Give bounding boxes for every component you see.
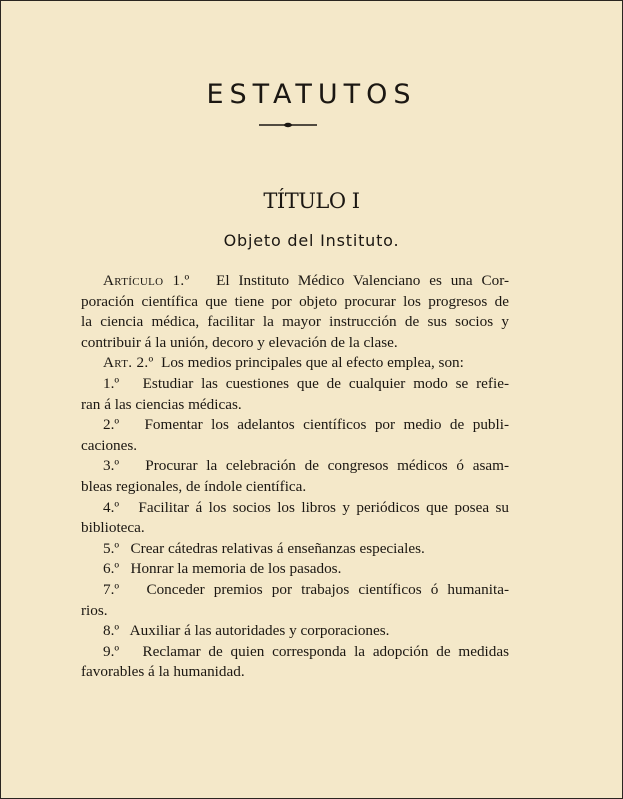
list-item-number: 7.º <box>103 580 120 598</box>
article-2 <box>81 353 509 374</box>
list-item-line <box>81 415 509 436</box>
list-item-number: 2.º <box>103 416 120 434</box>
list-item-text: Estudiar las cuestiones que de cualquier modo se refie- <box>142 374 509 392</box>
list-item <box>81 498 509 539</box>
list-item-text: Crear cátedras relativas á enseñanzas especiales. <box>130 539 425 557</box>
list-item-line <box>81 642 509 663</box>
section-subtitle: Objeto del Instituto. <box>223 231 400 250</box>
list-item-line: biblioteca. <box>81 519 145 537</box>
list-item-text: Auxiliar á las autoridades y corporaciones. <box>129 622 390 640</box>
list-item-text: Fomentar los adelantos científicos por medio de publi- <box>144 416 509 434</box>
list-item <box>81 539 509 560</box>
list-item-number: 9.º <box>103 642 120 660</box>
list-item-number: 6.º <box>103 560 120 578</box>
article-1-line: Artículo 1.º El Instituto Médico Valenciano es una Cor- <box>103 272 510 289</box>
list-item-text: Reclamar de quien corresponda la adopción de medidas <box>142 642 510 660</box>
article-1 <box>81 271 509 353</box>
list-item-line <box>81 621 509 642</box>
list-item-text: Facilitar á los socios los libros y periódicos que posea su <box>138 498 509 516</box>
list-item-line: caciones. <box>81 436 138 454</box>
article-2-label: Art. 2.º <box>103 354 154 372</box>
list-item-text: Procurar la celebración de congresos médicos ó asam- <box>145 457 509 475</box>
list-item-text: Honrar la memoria de los pasados. <box>130 560 342 578</box>
list-item <box>81 456 509 497</box>
list-item <box>81 415 509 456</box>
list-item-line <box>81 498 509 519</box>
list-item-number: 8.º <box>103 622 120 640</box>
list-item-line: favorables á la humanidad. <box>81 663 245 681</box>
list-item-number: 5.º <box>103 539 120 557</box>
list-item-number: 3.º <box>103 457 120 475</box>
list-item-text: Conceder premios por trabajos científicos ó humanita- <box>146 580 509 598</box>
title-number: TÍTULO I <box>263 189 360 213</box>
article-1-line: la ciencia médica, facilitar la mayor instrucción de sus socios y <box>81 313 509 331</box>
list-item-line: ran á las ciencias médicas. <box>81 395 242 413</box>
article-2-intro: Art. 2.º Los medios principales que al efecto emplea, son: <box>103 354 464 372</box>
list-item-line <box>81 580 509 601</box>
list-item <box>81 580 509 621</box>
list-item-number: 1.º <box>103 374 120 392</box>
list-item <box>81 621 509 642</box>
list-item <box>81 642 509 683</box>
list-item-line: bleas regionales, de índole científica. <box>81 477 307 495</box>
page-heading: ESTATUTOS <box>206 79 417 110</box>
article-1-line: poración científica que tiene por objeto procurar los progresos de <box>81 292 509 310</box>
article-1-label: Artículo 1.º <box>103 272 190 289</box>
list-item-line <box>81 456 509 477</box>
list-item-number: 4.º <box>103 498 120 516</box>
statute-body <box>81 271 509 683</box>
divider-ornament <box>259 121 317 129</box>
article-2-items <box>81 374 509 683</box>
list-item <box>81 559 509 580</box>
article-1-line: contribuir á la unión, decoro y elevación de la clase. <box>81 333 398 351</box>
list-item-line: rios. <box>81 601 108 619</box>
list-item-line <box>81 539 509 560</box>
list-item-line <box>81 374 509 395</box>
list-item <box>81 374 509 415</box>
list-item-line <box>81 559 509 580</box>
